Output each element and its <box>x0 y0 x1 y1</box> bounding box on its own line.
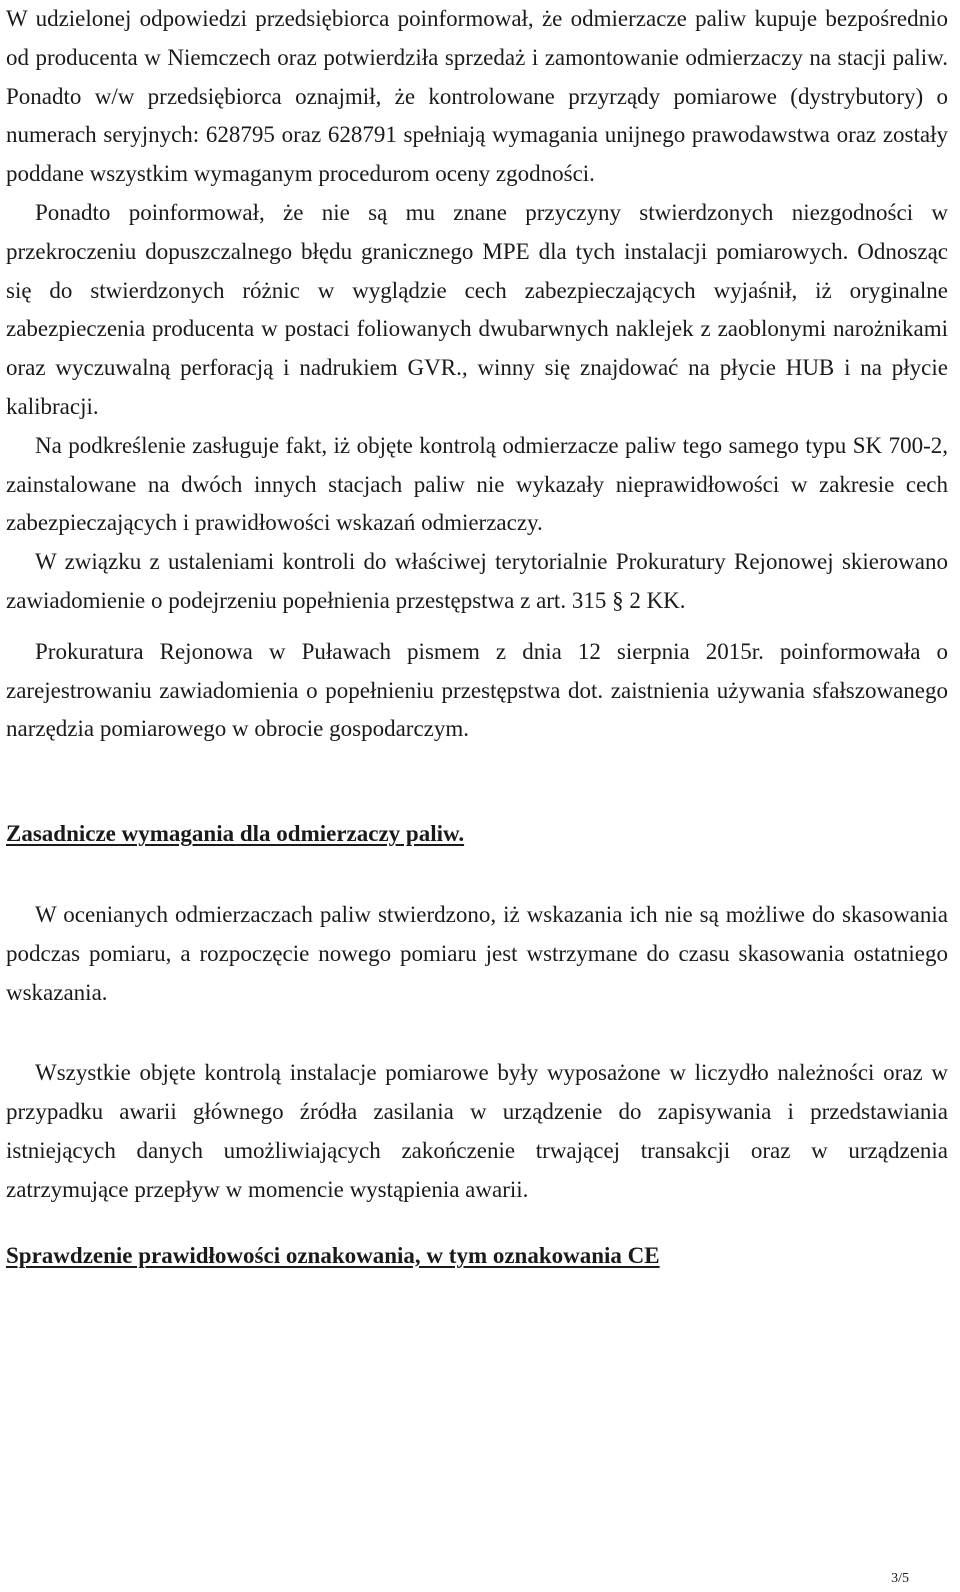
paragraph-payment-counter: Wszystkie objęte kontrolą instalacje pomiarowe były wyposażone w liczydło należności oraz w przypadku awarii głównego źródła zasilania w urządzenie do zapisywania i przedstawiania istniejących danych umożliwiających zakończenie trwającej transakcji oraz w urządzenia zatrzymujące przepływ w momencie wystąpienia awarii. <box>6 1060 948 1202</box>
paragraph-indication-reset: W ocenianych odmierzaczach paliw stwierdzono, iż wskazania ich nie są możliwe do skasowania podczas pomiaru, a rozpoczęcie nowego pomiaru jest wstrzymane do czasu skasowania ostatniego wskazania. <box>6 901 948 1005</box>
paragraph-other-stations: Na podkreślenie zasługuje fakt, iż objęte kontrolą odmierzacze paliw tego samego typu SK 700-2, zainstalowane na dwóch innych stacjach paliw nie wykazały nieprawidłowości w zakresie cech zabezpieczających i prawidłowości wskazań odmierzaczy. <box>6 432 948 536</box>
paragraph-mpe-nonconformity: Ponadto poinformował, że nie są mu znane przyczyny stwierdzonych niezgodności w przekroczeniu dopuszczalnego błędu granicznego MPE dla tych instalacji pomiarowych. Odnosząc się do stwierdzonych różnic w wyglądzie cech zabezpieczających wyjaśnił, iż oryginalne zabezpieczenia producenta w postaci foliowanych dwubarwnych naklejek z zaoblonymi narożnikami oraz wyczuwalną perforacją i nadrukiem GVR., winny się znajdować na płycie HUB i na płycie kalibracji. <box>6 199 948 419</box>
paragraph-response-summary: W udzielonej odpowiedzi przedsiębiorca poinformował, że odmierzacze paliw kupuje bezpośrednio od producenta w Niemczech oraz potwierdziła sprzedaż i zamontowanie odmierzaczy na stacji paliw. Ponadto w/w przedsiębiorca oznajmił, że kontrolowane przyrządy pomiarowe (dystrybutory) o numerach seryjnych: 628795 oraz 628791 spełniają wymagania unijnego prawodawstwa oraz zostały poddane wszystkim wymaganym procedurom oceny zgodności. <box>6 6 948 187</box>
paragraph-prosecutor-notice: W związku z ustaleniami kontroli do właściwej terytorialnie Prokuratury Rejonowej skierowano zawiadomienie o podejrzeniu popełnienia przestępstwa z art. 315 § 2 KK. <box>6 549 948 613</box>
section-heading-requirements: Zasadnicze wymagania dla odmierzaczy paliw. <box>6 821 465 847</box>
paragraph-prosecutor-response: Prokuratura Rejonowa w Puławach pismem z dnia 12 sierpnia 2015r. poinformowała o zarejestrowaniu zawiadomienia o popełnieniu przestępstwa dot. zaistnienia używania sfałszowanego narzędzia pomiarowego w obrocie gospodarczym. <box>6 638 948 742</box>
document-page <box>6 0 948 1275</box>
section-heading-ce-marking: Sprawdzenie prawidłowości oznakowania, w tym oznakowania CE <box>6 1242 660 1268</box>
page-number: 3/5 <box>891 1571 909 1586</box>
